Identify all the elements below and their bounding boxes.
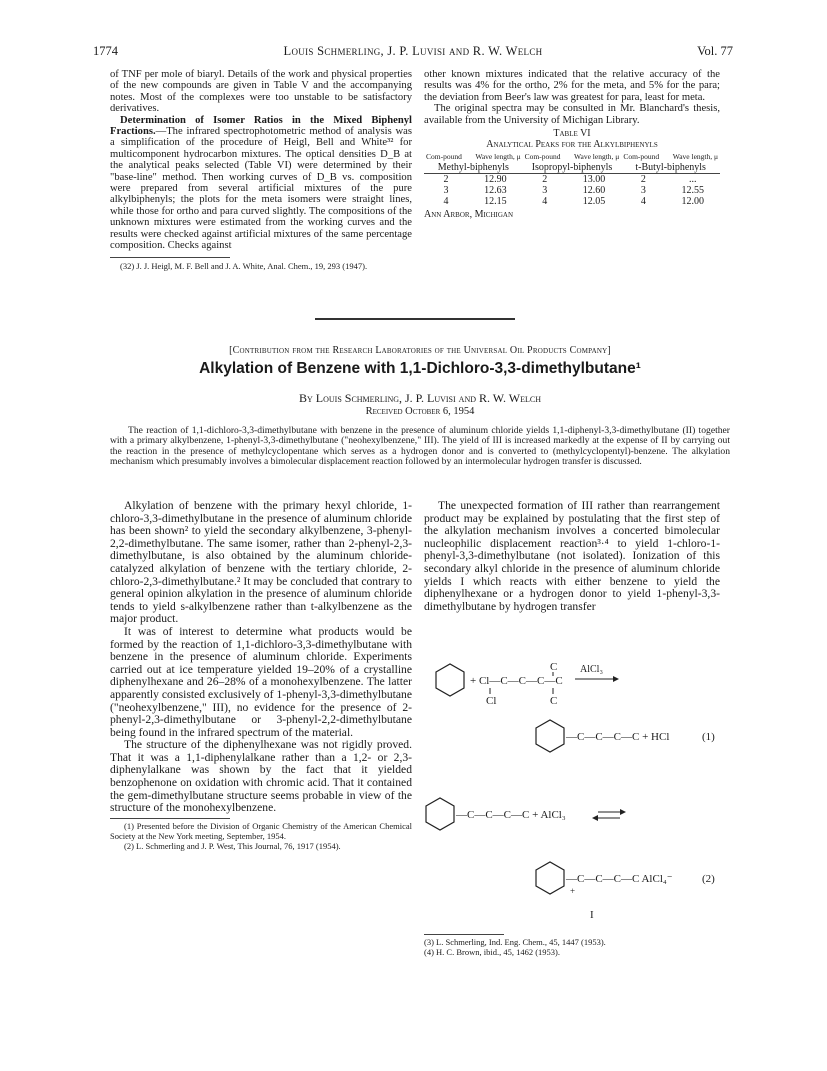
table-header: Wave length, μ [574, 151, 620, 161]
footnote-rule [110, 818, 230, 819]
table-cell: 4 [640, 195, 646, 207]
running-header [93, 44, 733, 62]
paragraph: The original spectra may be consulted in Mr. Blanchard's thesis, available from the University of Michigan Library. [424, 103, 720, 126]
footnote: (2) L. Schmerling and J. P. West, This Journal, 76, 1917 (1954). [124, 840, 341, 851]
group-header: Methyl-biphenyls [437, 161, 509, 173]
group-header: Isopropyl-biphenyls [531, 161, 613, 173]
paragraph: of TNF per mole of biaryl. Details of the work and physical properties of the new compounds are given in Table V and the accompanying notes. Most of the complexes were too unstable to be satisfactory derivatives. [110, 69, 412, 115]
footnote: (1) Presented before the Division of Organic Chemistry of the American Chemical Society at the New York meeting, September, 1954. [110, 820, 412, 841]
table-cell: 12.55 [681, 184, 704, 196]
location: Ann Arbor, Michigan [424, 208, 514, 220]
body-left-column [110, 500, 412, 851]
scheme-chain: —C—C—C—C + AlCl₃ [456, 809, 566, 821]
table-cell: 12.90 [484, 173, 507, 185]
table-header: Com-pound [623, 151, 660, 161]
top-left-column [110, 69, 412, 271]
table-cell: 4 [542, 195, 548, 207]
paragraph-text: —The infrared spectrophotometric method of analysis was a simplification of the procedure of Heigl, Bell and White³² for multicomponent hydrocarbon mixtures. The optical densities D_B at the analytical peaks selected (Table VI) were determined by their "base-line" method. Then working curves of D_B vs. composition were prepared from several artificial mixtures of the pure alkylbiphenyls; the plots for the meta isomers were straight lines, while those for ortho and para curved slightly. The compositions of the unknown mixtures were estimated from the working curves and the results were checked against artificial mixtures of the same percentage composition. Checks against [110, 126, 412, 252]
table-cell: 12.60 [582, 184, 606, 196]
paragraph: other known mixtures indicated that the relative accuracy of the results was 4% for the ortho, 2% for the meta, and 5% for the para; the deviation from Beer's law was greatest for para, least for meta. [424, 69, 720, 103]
scheme-atom: C [550, 695, 558, 707]
paragraph: The unexpected formation of III rather than rearrangement product may be explained by postulating that the first step of the alkylation mechanism involves a concerted bimolecular nucleophilic displacement reaction³·⁴ to yield 1-chloro-1-phenyl-3,3-dimethylbutane (not isolated). Ionization of this secondary alkyl chloride in the presence of aluminum chloride yields I which reacts with either benzene to yield the diphenylhexane or a hydrogen donor to yield 1-phenyl-3,3-dimethylbutane by hydrogen transfer [424, 499, 720, 613]
table-cell: 4 [443, 195, 449, 207]
received-date: Received October 6, 1954 [365, 406, 475, 417]
footnote: (32) J. J. Heigl, M. F. Bell and J. A. White, Anal. Chem., 19, 293 (1947). [120, 260, 368, 271]
section-separator [315, 318, 515, 320]
benzene-ring-icon [426, 798, 454, 830]
table-cell: 2 [640, 173, 646, 185]
contribution-line: [Contribution from the Research Laboratories of the Universal Oil Products Company] [229, 345, 611, 356]
footnote: (3) L. Schmerling, Ind. Eng. Chem., 45, 1447 (1953). [424, 937, 606, 947]
table-cell: 12.00 [681, 195, 704, 207]
scheme-chain: —C—C—C—C AlCl₄⁻ [566, 873, 673, 885]
table-header: Wave length, μ [475, 151, 521, 161]
top-right-column [424, 69, 720, 220]
table-title: Analytical Peaks for the Alkylbiphenyls [486, 139, 658, 151]
header-authors: Louis Schmerling, J. P. Luvisi and R. W. Welch [283, 44, 543, 58]
reaction-scheme [420, 660, 730, 940]
table-cell: 2 [542, 173, 548, 185]
right-footnotes [424, 934, 720, 957]
paragraph [110, 115, 412, 252]
charge-symbol: + [570, 886, 576, 896]
table-header: Com-pound [426, 151, 462, 161]
page-number: 1774 [93, 44, 118, 58]
table-cell: 3 [640, 184, 646, 196]
paragraph: Alkylation of benzene with the primary hexyl chloride, 1-chloro-3,3-dimethylbutane in the presence of aluminum chloride has been shown² to yield the secondary alkylbenzene, 3-phenyl-2,2-dimethylbutane. The same isomer, rather than 2-phenyl-2,3-dimethylbutane, is also obtained by the aluminum chloride-catalyzed alkylation of benzene with the tertiary chloride, 2-chloro-2,3-dimethylbutane.² It may be concluded that contrary to general opinion alkylation in the presence of aluminum chloride tends to yield s-alkylbenzene rather than t-alkylbenzene as the major product. [110, 499, 412, 626]
article-title: Alkylation of Benzene with 1,1-Dichloro-3,3-dimethylbutane¹ [199, 360, 641, 377]
footnote-rule [110, 257, 230, 258]
scheme-atom: C [550, 661, 558, 673]
paragraph: The structure of the diphenylhexane was not rigidly proved. That it was a 1,1-diphenylalkane rather than a 1,2- or 2,3-diphenylalkane was shown by the fact that it yielded benzophenone on oxidation with chromic acid. That it contained the gem-dimethylbutane structure seems probable in view of the structure of the monohexylbenzene. [110, 738, 412, 815]
footnote-rule [424, 934, 504, 935]
volume-number: Vol. 77 [697, 44, 733, 58]
equation-number: (1) [702, 731, 715, 743]
paragraph: It was of interest to determine what products would be formed by the reaction of 1,1-dichloro-3,3-dimethylbutane with benzene in the presence of aluminum chloride. Experiments carried out at ice temperature yielded 19–20% of a crystalline diphenylhexane and 26–28% of a monohexylbenzene. The latter apparently consisted exclusively of 1-phenyl-3,3-dimethylbutane ("neohexylbenzene," III), no evidence for the presence of 2-phenyl-2,3-dimethylbutane or 3-phenyl-2,2-dimethylbutane being found in the infrared spectrum of the material. [110, 624, 412, 739]
body-right-column [424, 500, 720, 613]
benzene-ring-icon [436, 664, 464, 696]
table-cell: 12.05 [582, 195, 606, 207]
table-cell: 3 [443, 184, 449, 196]
scheme-chain: + Cl—C—C—C—C [470, 675, 563, 687]
benzene-ring-icon [536, 862, 564, 894]
table-header: Wave length, μ [672, 151, 718, 161]
benzene-ring-icon [536, 720, 564, 752]
compound-label: I [590, 909, 594, 921]
scheme-chain: —C—C—C—C + HCl [566, 731, 670, 743]
table-cell: 3 [542, 184, 548, 196]
section-heading: Determination of Isomer Ratios in the Mixed Biphenyl Fractions. [110, 114, 412, 138]
footnote: (4) H. C. Brown, ibid., 45, 1462 (1953). [424, 947, 560, 957]
byline: By Louis Schmerling, J. P. Luvisi and R. W. Welch [298, 391, 542, 405]
data-table [424, 151, 720, 207]
table-cell: 13.00 [582, 173, 606, 185]
table-header: Com-pound [524, 151, 561, 161]
table-cell: 12.15 [484, 195, 507, 207]
group-header: t-Butyl-biphenyls [635, 161, 706, 173]
table-cell: ... [688, 173, 697, 185]
scheme-atom: Cl [486, 695, 497, 707]
reagent: AlCl₃ [580, 664, 603, 675]
equation-number: (2) [702, 873, 715, 885]
abstract: The reaction of 1,1-dichloro-3,3-dimethylbutane with benzene in the presence of aluminum chloride yields 1,1-diphenyl-3,3-dimethylbutane (II) together with a primary alkylbenzene, 1-phenyl-3,3-dimethylbutane ("neohexylbenzene," III). The yield of III is increased markedly at the expense of II by carrying out the reaction in the presence of methylcyclopentane which serves as a hydrogen donor and is converted to (methylcyclopentyl)-benzene. The alkylation mechanism which presumably involves a bimolecular displacement reaction followed by an intermolecular hydrogen transfer is discussed. [110, 425, 730, 468]
table-label: Table VI [553, 128, 591, 140]
table-cell: 2 [443, 173, 449, 185]
table-cell: 12.63 [484, 184, 507, 196]
